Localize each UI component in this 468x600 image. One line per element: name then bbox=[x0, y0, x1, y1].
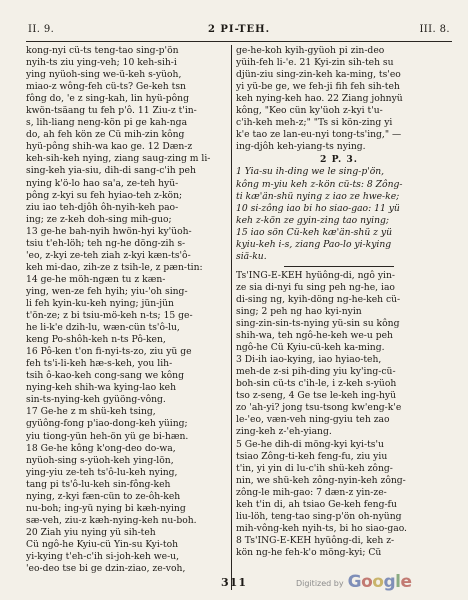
text-line: Cü ngô-he Kyiu-cü Yin-su Kyi-toh bbox=[26, 538, 179, 550]
text-line: ying nyüoh-sing we-ü-keh s-yüoh, bbox=[26, 69, 182, 81]
text-line: Ts'ING-E-KEH hyüông-di, ngô yin- bbox=[236, 269, 395, 281]
right-column-top-text bbox=[236, 45, 442, 153]
text-line: c'ih-keh meh-z;" "Ts si kön-zing yi bbox=[236, 117, 393, 129]
text-line: 'eo-deo tse bi ge dzin-ziao, ze-voh, bbox=[26, 563, 186, 575]
summary-line: ti kæ'än-shü nying z iao ze hwe-ke; bbox=[236, 190, 400, 202]
text-line: ze sia di-nyi fu sing peh ng-he, iao bbox=[236, 281, 395, 293]
text-line: sin-ts-nying-keh gyüöng-vông. bbox=[26, 394, 166, 406]
summary-line: kyiu-keh i-s, ziang Pao-lo yi-kying bbox=[236, 238, 392, 250]
text-line: pông z-kyi su feh hyiao-teh z-kön; bbox=[26, 189, 183, 201]
text-line: kwön-tsäang tu feh p'ô. 11 Ziu-z t'in- bbox=[26, 105, 197, 117]
text-line: yi-kying t'eh-c'ih si-joh-keh we-u, bbox=[26, 550, 180, 562]
text-line: nying, z-kyi fæn-cün to ze-ôh-keh bbox=[26, 490, 181, 502]
text-line: djün-ziu sing-zin-keh ka-ming, ts'eo bbox=[236, 69, 401, 81]
text-line: tsiao Zông-ti-keh feng-fu, ziu yiu bbox=[236, 450, 388, 462]
text-line: yiu tiong-yün heh-ön yü ge bi-hæn. bbox=[26, 430, 189, 442]
chapter-summary bbox=[236, 166, 442, 262]
text-line: t'in, yi yin di lu-c'ih shü-keh zông- bbox=[236, 462, 393, 474]
summary-rule bbox=[284, 266, 394, 267]
text-line: li feh kyin-ku-keh nying; jün-jün bbox=[26, 297, 174, 309]
text-line: t'ön-ze; z bi tsiu-mö-keh n-ts; 15 ge- bbox=[26, 310, 193, 322]
text-line: keng Po-shôh-keh n-ts Pô-ken, bbox=[26, 334, 166, 346]
text-line: gyüông-fong p'iao-dong-keh yüing; bbox=[26, 418, 188, 430]
text-line: keh mi-dao, zih-ze z tsih-le, z pæn-tin: bbox=[26, 261, 203, 273]
text-line: 20 Ziah yiu nying yü sih-teh bbox=[26, 526, 156, 538]
text-line: nin, we shü-keh zông-nyin-keh zông- bbox=[236, 474, 406, 486]
page-number: 311 bbox=[221, 576, 247, 589]
text-line: hyü-pông shih-wa kao ge. 12 Dæn-z bbox=[26, 141, 193, 153]
text-line: 3 Di-ih iao-kying, iao hyiao-teh, bbox=[236, 354, 382, 366]
text-line: ing; ze z-keh doh-sing mih-guo; bbox=[26, 213, 172, 225]
text-line: do, ah feh kön ze Cü mih-zin kông bbox=[26, 129, 185, 141]
text-line: tso z-seng, 4 Ge tse le-keh ing-hyü bbox=[236, 390, 397, 402]
text-line: di-sing ng, kyih-döng ng-he-keh cü- bbox=[236, 293, 401, 305]
text-line: nying-keh shih-wa kying-lao keh bbox=[26, 382, 177, 394]
text-line: ge-he-koh kyih-gyüoh pi zin-deo bbox=[236, 45, 385, 56]
header-rule bbox=[26, 41, 452, 42]
text-line: k'e tao ze lan-eu-nyi tong-ts'ing," — bbox=[236, 129, 402, 141]
text-line: keh t'in di, ah tsiao Ge-keh feng-fu bbox=[236, 498, 397, 510]
text-line: liu-löh, teng-tao sing-p'ön oh-nyüng bbox=[236, 510, 402, 522]
text-line: miao-z wông-feh cü-ts? Ge-keh tsn bbox=[26, 81, 186, 93]
chapter-ref-right: III. 8. bbox=[419, 24, 450, 35]
text-line: yüih-feh li-'e. 21 Kyi-zin sih-teh su bbox=[236, 57, 394, 69]
text-line: 17 Ge-he z m shü-keh tsing, bbox=[26, 406, 156, 418]
text-line: zo 'ah-yi? jong tsu-tsong kw'eng-k'e bbox=[236, 402, 402, 414]
left-text-column bbox=[26, 45, 227, 580]
text-line: nying k'ö-lo hao sa'a, ze-teh hyü- bbox=[26, 177, 179, 189]
text-line: kong-nyi cü-ts teng-tao sing-p'ön bbox=[26, 45, 179, 56]
text-line: le-'eo, væn-veh ning-gyiu teh zao bbox=[236, 414, 390, 426]
text-line: sing-zin-sin-ts-nying yü-sin su kông bbox=[236, 318, 400, 330]
chapter-heading: 2 P. 3. bbox=[320, 154, 358, 166]
summary-line: siä-ku. bbox=[236, 250, 267, 262]
summary-line: 15 iao sön Cü-keh kæ'än-shü z yü bbox=[236, 226, 393, 238]
summary-line: 1 Yia-su ih-ding we le sing-p'ön, bbox=[236, 166, 385, 178]
text-line: ying-yiu ze-teh ts'ô-lu-keh nying, bbox=[26, 466, 178, 478]
chapter-ref-left: II. 9. bbox=[28, 24, 55, 35]
text-line: kön ng-he feh-k'o möng-kyi; Cü bbox=[236, 546, 382, 558]
running-head bbox=[28, 24, 450, 38]
text-line: tsiu t'eh-löh; teh ng-he döng-zih s- bbox=[26, 237, 186, 249]
text-line: shih-wa, teh ngô-he-keh we-u peh bbox=[236, 330, 393, 342]
text-line: feh ts'i-li-keh hæ-s-keh, you lih- bbox=[26, 358, 173, 370]
text-line: zông-le mih-gao: 7 dæn-z yin-ze- bbox=[236, 486, 387, 498]
google-logo: Google bbox=[347, 572, 412, 592]
text-line: s, lih-liang neng-kön pi ge kah-nga bbox=[26, 117, 188, 129]
text-line: tang pi ts'ô-lu-keh sin-fông-keh bbox=[26, 478, 171, 490]
running-title: 2 PI-TEH. bbox=[207, 24, 271, 35]
text-line: mih-vông-keh nyih-ts, bi ho siao-gao. bbox=[236, 522, 407, 534]
text-line: tsih ô-kao-keh cong-sang we kông bbox=[26, 370, 184, 382]
text-line: nyüoh-sing s-yüoh-keh ying-lön, bbox=[26, 454, 174, 466]
text-line: ying, wen-ze feh hyih; yiu-'oh sing- bbox=[26, 285, 188, 297]
digitized-by-text: Digitized by bbox=[296, 579, 344, 588]
text-line: ziu iao teh-djôh ôh-nyih-keh pao- bbox=[26, 201, 179, 213]
text-line: sæ-veh, ziu-z kæh-nying-keh nu-boh. bbox=[26, 514, 197, 526]
text-line: 8 Ts'ING-E-KEH hyüông-di, keh z- bbox=[236, 534, 395, 546]
right-column-bottom-text bbox=[236, 270, 442, 559]
text-line: sing-keh yia-siu, dih-di sang-c'ih peh bbox=[26, 165, 196, 177]
right-text-column bbox=[236, 45, 442, 580]
text-line: 14 ge-he möh-ngæn tu z kæn- bbox=[26, 273, 166, 285]
digitization-stamp bbox=[296, 566, 411, 592]
text-line: keh-sih-keh nying, ziang saug-zing m li- bbox=[26, 153, 211, 165]
summary-line: 10 si-zông iao bi ho siao-gao: 11 yü bbox=[236, 202, 400, 214]
text-line: nyih-ts ziu ying-veh; 10 keh-sih-i bbox=[26, 57, 177, 69]
text-line: he li-k'e dzih-lu, wæn-cün ts'ô-lu, bbox=[26, 322, 180, 334]
text-line: ngô-he Cü Kyiu-cü-keh ka-ming. bbox=[236, 342, 385, 354]
text-line: fông do, 'e z sing-kah, lin hyü-pông bbox=[26, 93, 189, 105]
summary-line: keh z-kön ze gyin-zing tao nying; bbox=[236, 214, 390, 226]
text-line: sing; 2 peh ng hao kyi-nyin bbox=[236, 305, 362, 317]
text-line: nu-boh; ing-yü nying bi kæh-nying bbox=[26, 502, 186, 514]
column-divider bbox=[231, 45, 232, 590]
text-line: 18 Ge-he kông k'ong-deo do-wa, bbox=[26, 442, 176, 454]
text-line: 5 Ge-he dih-di möng-kyi kyi-ts'u bbox=[236, 438, 384, 450]
summary-line: kông m-yiu keh z-kön cü-ts: 8 Zông- bbox=[236, 178, 403, 190]
text-line: meh-de z-si pih-ding yiu ky'ing-cü- bbox=[236, 366, 396, 378]
text-line: 13 ge-he bah-nyih hwön-hyi ky'üoh- bbox=[26, 225, 192, 237]
text-line: ing-djôh keh-yiang-ts nying. bbox=[236, 141, 366, 153]
text-line: boh-sin cü-ts c'ih-le, i z-keh s-yüoh bbox=[236, 378, 397, 390]
text-line: yi yü-be ge, we feh-ji fih feh sih-teh bbox=[236, 81, 400, 93]
text-line: zing-keh z-'eh-yiang. bbox=[236, 426, 332, 438]
text-line: kông, "Keo cün ky'üoh z-kyi t'u- bbox=[236, 105, 383, 117]
text-line: 16 Pô-ken t'on fi-nyi-ts-zo, ziu yü ge bbox=[26, 346, 192, 358]
text-line: 'eo, z-kyi ze-teh ziah z-kyi kæn-ts'ô- bbox=[26, 249, 191, 261]
text-line: keh nying-keh hao. 22 Ziang johnyü bbox=[236, 93, 403, 105]
